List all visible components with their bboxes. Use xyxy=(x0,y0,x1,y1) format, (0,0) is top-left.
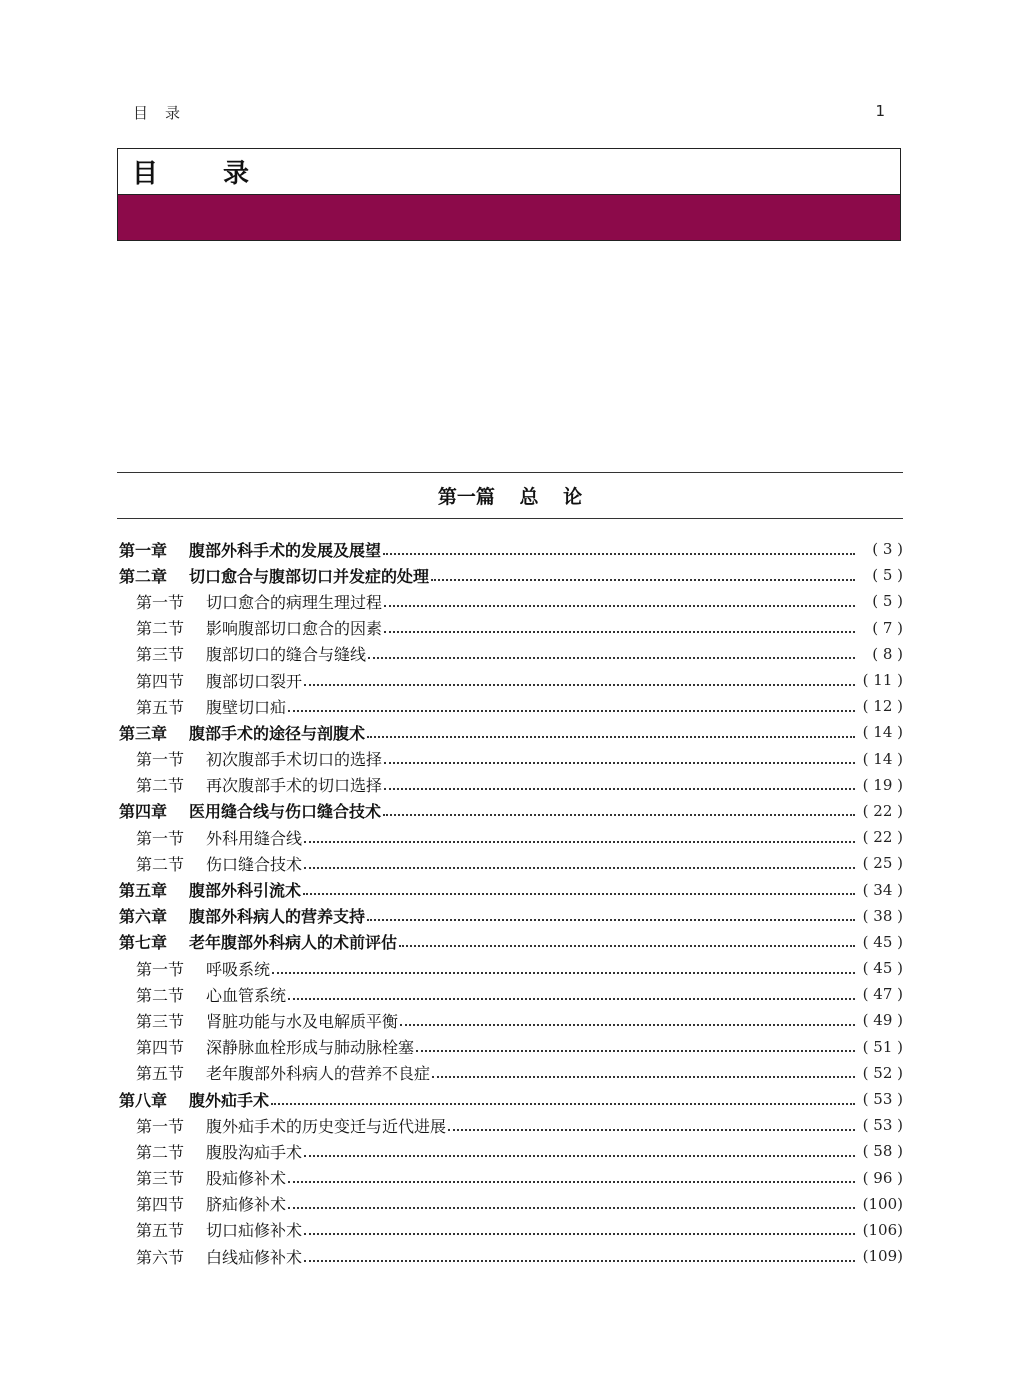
toc-entry-page: ( 11 ) xyxy=(862,671,903,690)
toc-entry-number: 第二节 xyxy=(136,776,185,796)
toc-chapter-entry[interactable] xyxy=(117,536,903,562)
toc-chapter-entry[interactable] xyxy=(117,798,903,824)
toc-title: 目 录 xyxy=(132,159,250,189)
dot-leader xyxy=(400,1023,855,1026)
toc-entry-page: ( 12 ) xyxy=(862,697,903,716)
toc-entry-page: ( 38 ) xyxy=(862,906,903,925)
toc-entry-number: 第一节 xyxy=(136,828,185,848)
toc-section-entry[interactable] xyxy=(117,1217,903,1243)
toc-section-entry[interactable] xyxy=(117,1191,903,1217)
dot-leader xyxy=(367,918,855,921)
dot-leader xyxy=(416,1049,855,1052)
toc-title-row xyxy=(118,149,900,195)
toc-section-entry[interactable] xyxy=(117,615,903,641)
toc-title-box xyxy=(117,148,901,241)
toc-entry-number: 第三节 xyxy=(136,645,185,665)
toc-chapter-entry[interactable] xyxy=(117,562,903,588)
toc-entry-title: 肾脏功能与水及电解质平衡 xyxy=(206,1011,399,1031)
toc-entry-title: 腹部切口的缝合与缝线 xyxy=(206,645,367,665)
toc-entry-number: 第一节 xyxy=(136,1116,185,1136)
toc-entry-title: 腹外疝手术 xyxy=(189,1090,270,1110)
toc-entry-page: ( 22 ) xyxy=(862,828,903,847)
toc-chapter-entry[interactable] xyxy=(117,1086,903,1112)
toc-entry-number: 第二节 xyxy=(136,854,185,874)
toc-entry-title: 腹部外科病人的营养支持 xyxy=(189,907,366,927)
toc-entry-number: 第五节 xyxy=(136,1064,185,1084)
toc-entry-title: 深静脉血栓形成与肺动脉栓塞 xyxy=(206,1038,415,1058)
dot-leader xyxy=(368,656,855,659)
toc-list xyxy=(117,536,903,1269)
toc-section-entry[interactable] xyxy=(117,746,903,772)
dot-leader xyxy=(383,813,855,816)
dot-leader xyxy=(303,892,855,895)
toc-section-entry[interactable] xyxy=(117,641,903,667)
toc-entry-number: 第三节 xyxy=(136,1011,185,1031)
toc-section-entry[interactable] xyxy=(117,1243,903,1269)
toc-section-entry[interactable] xyxy=(117,667,903,693)
toc-entry-page: (100) xyxy=(862,1194,903,1213)
toc-entry-title: 初次腹部手术切口的选择 xyxy=(206,750,383,770)
toc-entry-title: 影响腹部切口愈合的因素 xyxy=(206,619,383,639)
toc-entry-number: 第五节 xyxy=(136,1221,185,1241)
dot-leader xyxy=(367,735,855,738)
toc-entry-title: 医用缝合线与伤口缝合技术 xyxy=(189,802,382,822)
toc-entry-page: ( 58 ) xyxy=(862,1142,903,1161)
toc-entry-number: 第二节 xyxy=(136,619,185,639)
toc-entry-number: 第三节 xyxy=(136,1169,185,1189)
toc-entry-title: 外科用缝合线 xyxy=(206,828,303,848)
dot-leader xyxy=(383,552,855,555)
toc-entry-title: 腹部手术的途径与剖腹术 xyxy=(189,723,366,743)
toc-entry-title: 白线疝修补术 xyxy=(206,1247,303,1267)
toc-entry-title: 腹壁切口疝 xyxy=(206,697,287,717)
toc-entry-title: 腹部切口裂开 xyxy=(206,671,303,691)
toc-entry-page: ( 14 ) xyxy=(862,723,903,742)
dot-leader xyxy=(304,866,855,869)
toc-entry-title: 股疝修补术 xyxy=(206,1169,287,1189)
part-heading xyxy=(117,472,903,519)
dot-leader xyxy=(272,971,855,974)
toc-entry-title: 心血管系统 xyxy=(206,985,287,1005)
toc-entry-number: 第六节 xyxy=(136,1247,185,1267)
toc-section-entry[interactable] xyxy=(117,955,903,981)
running-header-title: 目 录 xyxy=(133,104,182,122)
title-color-band xyxy=(118,195,900,240)
dot-leader xyxy=(384,604,855,607)
toc-entry-number: 第四节 xyxy=(136,671,185,691)
toc-entry-page: ( 5 ) xyxy=(872,592,903,611)
toc-entry-title: 腹部外科引流术 xyxy=(189,881,302,901)
toc-entry-page: ( 51 ) xyxy=(862,1037,903,1056)
dot-leader xyxy=(399,944,855,947)
toc-entry-title: 脐疝修补术 xyxy=(206,1195,287,1215)
toc-entry-title: 腹外疝手术的历史变迁与近代进展 xyxy=(206,1116,447,1136)
toc-entry-page: ( 49 ) xyxy=(862,1011,903,1030)
toc-entry-page: (106) xyxy=(862,1220,903,1239)
toc-entry-page: ( 96 ) xyxy=(862,1168,903,1187)
dot-leader xyxy=(432,1075,855,1078)
toc-entry-page: ( 3 ) xyxy=(872,540,903,559)
toc-entry-page: ( 14 ) xyxy=(862,749,903,768)
toc-chapter-entry[interactable] xyxy=(117,903,903,929)
dot-leader xyxy=(304,1232,855,1235)
dot-leader xyxy=(288,1206,855,1209)
toc-section-entry[interactable] xyxy=(117,772,903,798)
toc-section-entry[interactable] xyxy=(117,1007,903,1033)
toc-entry-title: 切口愈合的病理生理过程 xyxy=(206,592,383,612)
dot-leader xyxy=(448,1128,855,1131)
dot-leader xyxy=(288,709,855,712)
toc-section-entry[interactable] xyxy=(117,1034,903,1060)
dot-leader xyxy=(384,761,855,764)
toc-section-entry[interactable] xyxy=(117,981,903,1007)
toc-section-entry[interactable] xyxy=(117,850,903,876)
dot-leader xyxy=(304,683,855,686)
toc-entry-page: ( 7 ) xyxy=(872,618,903,637)
dot-leader xyxy=(431,578,855,581)
dot-leader xyxy=(304,1259,855,1262)
toc-entry-page: ( 53 ) xyxy=(862,1090,903,1109)
toc-entry-number: 第五章 xyxy=(119,881,168,901)
toc-entry-page: ( 52 ) xyxy=(862,1063,903,1082)
toc-entry-number: 第五节 xyxy=(136,697,185,717)
dot-leader xyxy=(288,1180,855,1183)
toc-entry-page: (109) xyxy=(862,1247,903,1266)
toc-entry-page: ( 53 ) xyxy=(862,1116,903,1135)
toc-entry-number: 第一章 xyxy=(119,540,168,560)
dot-leader xyxy=(384,630,855,633)
toc-entry-number: 第二节 xyxy=(136,1142,185,1162)
toc-entry-page: ( 8 ) xyxy=(872,644,903,663)
toc-entry-number: 第一节 xyxy=(136,592,185,612)
toc-entry-title: 腹部外科手术的发展及展望 xyxy=(189,540,382,560)
toc-entry-page: ( 47 ) xyxy=(862,985,903,1004)
dot-leader xyxy=(288,997,855,1000)
toc-entry-title: 老年腹部外科病人的营养不良症 xyxy=(206,1064,431,1084)
toc-entry-number: 第七章 xyxy=(119,933,168,953)
toc-section-entry[interactable] xyxy=(117,693,903,719)
toc-entry-number: 第二节 xyxy=(136,985,185,1005)
toc-entry-page: ( 45 ) xyxy=(862,959,903,978)
toc-entry-number: 第四节 xyxy=(136,1195,185,1215)
toc-entry-title: 再次腹部手术的切口选择 xyxy=(206,776,383,796)
toc-entry-number: 第一节 xyxy=(136,959,185,979)
toc-entry-page: ( 22 ) xyxy=(862,801,903,820)
page-number: 1 xyxy=(875,102,885,120)
toc-entry-number: 第三章 xyxy=(119,723,168,743)
toc-entry-title: 腹股沟疝手术 xyxy=(206,1142,303,1162)
toc-entry-number: 第六章 xyxy=(119,907,168,927)
dot-leader xyxy=(384,787,855,790)
toc-section-entry[interactable] xyxy=(117,588,903,614)
toc-section-entry[interactable] xyxy=(117,1165,903,1191)
dot-leader xyxy=(304,840,855,843)
toc-entry-number: 第四节 xyxy=(136,1038,185,1058)
toc-entry-title: 伤口缝合技术 xyxy=(206,854,303,874)
toc-section-entry[interactable] xyxy=(117,1112,903,1138)
toc-section-entry[interactable] xyxy=(117,1060,903,1086)
toc-entry-number: 第四章 xyxy=(119,802,168,822)
toc-entry-number: 第八章 xyxy=(119,1090,168,1110)
toc-entry-page: ( 45 ) xyxy=(862,932,903,951)
toc-entry-title: 切口疝修补术 xyxy=(206,1221,303,1241)
toc-entry-page: ( 25 ) xyxy=(862,854,903,873)
toc-chapter-entry[interactable] xyxy=(117,929,903,955)
dot-leader xyxy=(271,1102,855,1105)
toc-entry-page: ( 34 ) xyxy=(862,880,903,899)
toc-entry-number: 第一节 xyxy=(136,750,185,770)
toc-section-entry[interactable] xyxy=(117,824,903,850)
dot-leader xyxy=(304,1154,855,1157)
toc-entry-title: 老年腹部外科病人的术前评估 xyxy=(189,933,398,953)
part-heading-text: 第一篇 总 论 xyxy=(437,486,583,508)
toc-chapter-entry[interactable] xyxy=(117,719,903,745)
toc-entry-page: ( 5 ) xyxy=(872,566,903,585)
toc-section-entry[interactable] xyxy=(117,1138,903,1164)
toc-entry-page: ( 19 ) xyxy=(862,775,903,794)
toc-entry-number: 第二章 xyxy=(119,566,168,586)
toc-entry-title: 呼吸系统 xyxy=(206,959,271,979)
toc-chapter-entry[interactable] xyxy=(117,876,903,902)
toc-entry-title: 切口愈合与腹部切口并发症的处理 xyxy=(189,566,430,586)
